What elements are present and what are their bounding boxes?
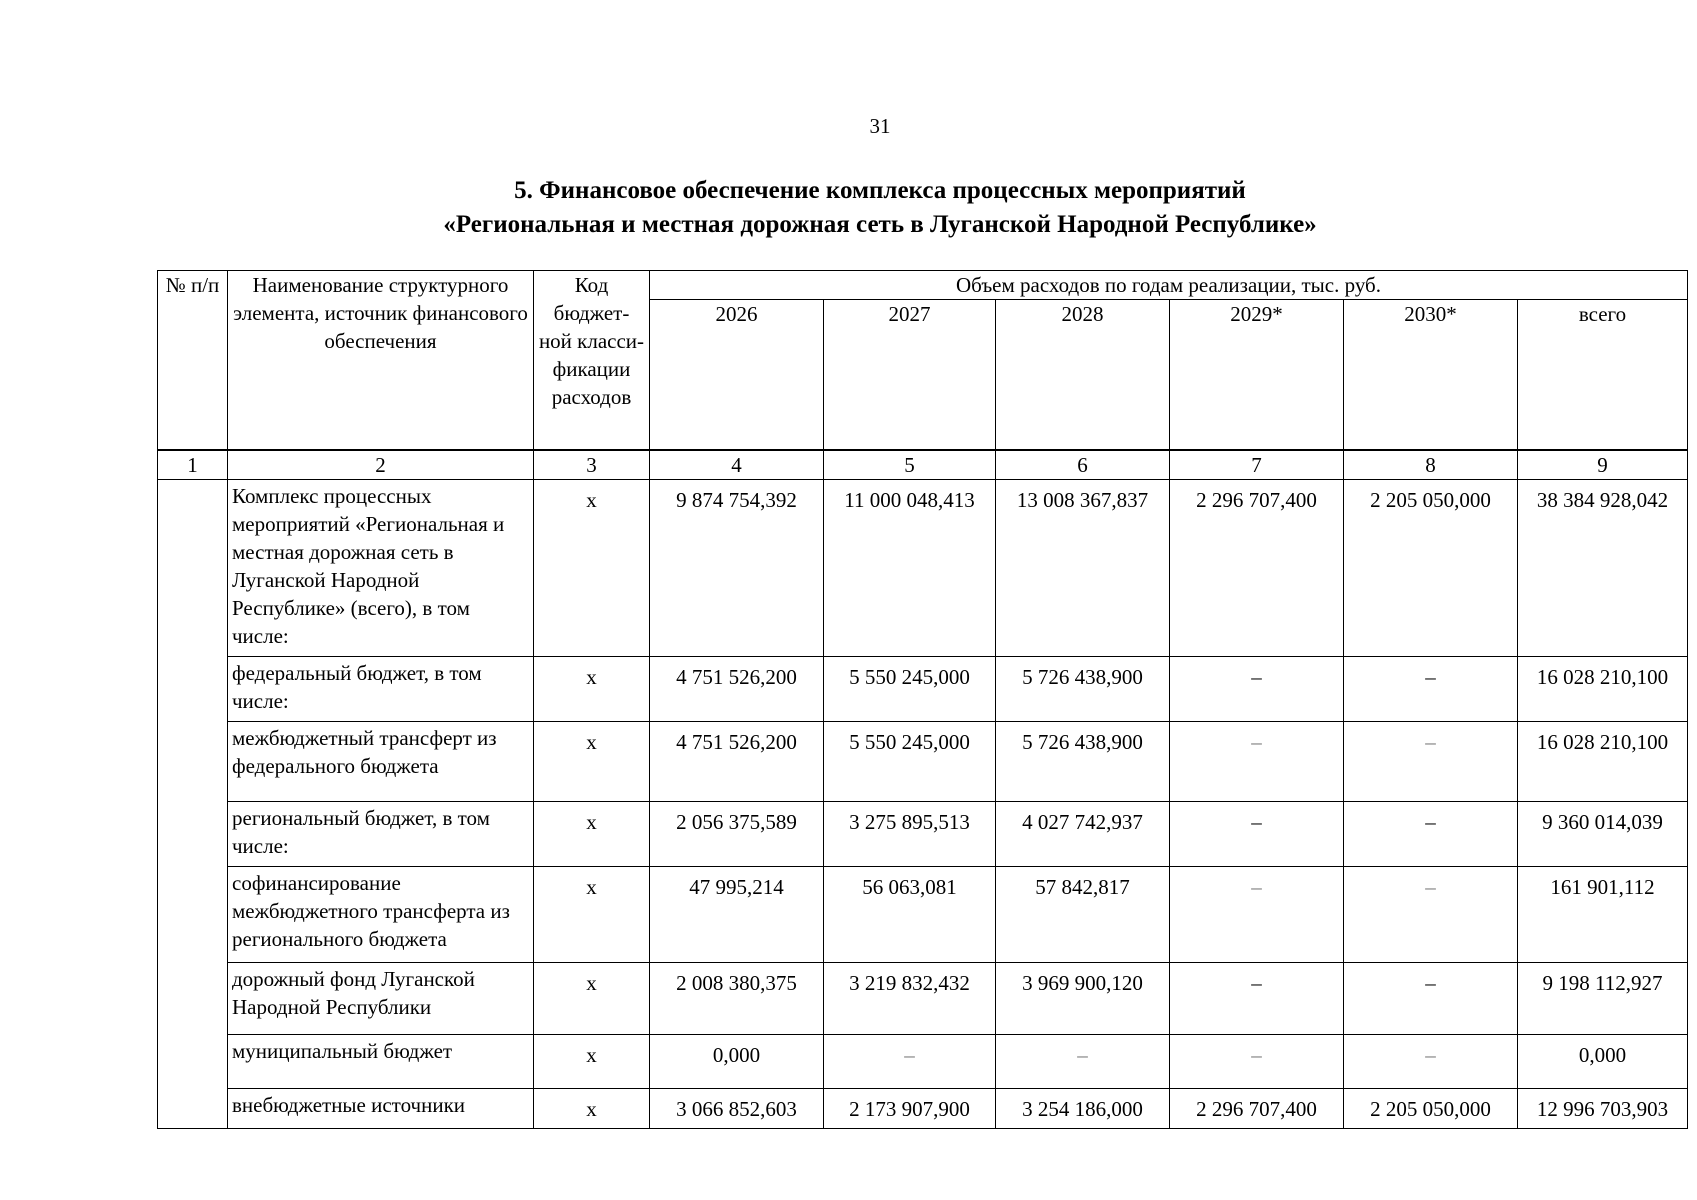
header-year-2027: 2027 — [824, 300, 996, 450]
row-code: х — [534, 479, 650, 656]
section-title — [0, 174, 1697, 242]
value-2028: 4 027 742,937 — [996, 801, 1170, 866]
row-code: х — [534, 866, 650, 962]
table-row — [158, 656, 1688, 721]
value-2029: – — [1170, 721, 1344, 801]
value-2027: 3 219 832,432 — [824, 962, 996, 1034]
value-2027: 2 173 907,900 — [824, 1088, 996, 1128]
header-total: всего — [1518, 300, 1688, 450]
row-code: х — [534, 1034, 650, 1088]
page-number: 31 — [869, 114, 891, 138]
header-row-1 — [158, 271, 1688, 300]
row-name: дорожный фонд Луганской Народной Республики — [228, 962, 534, 1034]
row-number-cell — [158, 479, 228, 1128]
column-index: 7 — [1170, 450, 1344, 480]
header-year-2026: 2026 — [650, 300, 824, 450]
column-index-row — [158, 450, 1688, 480]
value-2029: – — [1170, 962, 1344, 1034]
value-2028: 57 842,817 — [996, 866, 1170, 962]
value-2026: 2 008 380,375 — [650, 962, 824, 1034]
value-total: 12 996 703,903 — [1518, 1088, 1688, 1128]
value-2028: – — [996, 1034, 1170, 1088]
value-2029: – — [1170, 1034, 1344, 1088]
header-name: Наименование структурного элемента, источник финансового обеспечения — [228, 271, 534, 450]
value-2027: 3 275 895,513 — [824, 801, 996, 866]
header-code: Код бюджет- ной класси- фикации расходов — [534, 271, 650, 450]
value-2030: 2 205 050,000 — [1344, 1088, 1518, 1128]
row-name: региональный бюджет, в том числе: — [228, 801, 534, 866]
column-index: 3 — [534, 450, 650, 480]
value-2028: 5 726 438,900 — [996, 656, 1170, 721]
section-title-line-2: «Региональная и местная дорожная сеть в Луганской Народной Республике» — [443, 211, 1317, 238]
value-total: 16 028 210,100 — [1518, 721, 1688, 801]
header-num: № п/п — [158, 271, 228, 450]
financing-table — [157, 270, 1688, 1129]
value-2028: 3 254 186,000 — [996, 1088, 1170, 1128]
value-2026: 47 995,214 — [650, 866, 824, 962]
value-2027: 5 550 245,000 — [824, 721, 996, 801]
value-2029: – — [1170, 866, 1344, 962]
table-row — [158, 721, 1688, 801]
value-2028: 3 969 900,120 — [996, 962, 1170, 1034]
section-title-line-1: 5. Финансовое обеспечение комплекса процессных мероприятий — [514, 177, 1246, 204]
value-total: 161 901,112 — [1518, 866, 1688, 962]
column-index: 8 — [1344, 450, 1518, 480]
value-2030: – — [1344, 1034, 1518, 1088]
column-index: 5 — [824, 450, 996, 480]
column-index: 4 — [650, 450, 824, 480]
value-2026: 4 751 526,200 — [650, 721, 824, 801]
value-2030: – — [1344, 801, 1518, 866]
value-2030: – — [1344, 962, 1518, 1034]
value-2029: 2 296 707,400 — [1170, 479, 1344, 656]
value-2029: 2 296 707,400 — [1170, 1088, 1344, 1128]
value-2027: 5 550 245,000 — [824, 656, 996, 721]
row-code: х — [534, 801, 650, 866]
column-index: 6 — [996, 450, 1170, 480]
value-2026: 0,000 — [650, 1034, 824, 1088]
value-2029: – — [1170, 801, 1344, 866]
value-2030: – — [1344, 721, 1518, 801]
row-name: межбюджетный трансферт из федерального бюджета — [228, 721, 534, 801]
value-2027: 11 000 048,413 — [824, 479, 996, 656]
row-code: х — [534, 721, 650, 801]
value-2029: – — [1170, 656, 1344, 721]
row-code: х — [534, 962, 650, 1034]
value-total: 0,000 — [1518, 1034, 1688, 1088]
row-name: муниципальный бюджет — [228, 1034, 534, 1088]
value-2027: 56 063,081 — [824, 866, 996, 962]
table-row — [158, 1088, 1688, 1128]
value-2030: – — [1344, 866, 1518, 962]
header-year-2028: 2028 — [996, 300, 1170, 450]
column-index: 1 — [158, 450, 228, 480]
value-total: 9 198 112,927 — [1518, 962, 1688, 1034]
value-2030: 2 205 050,000 — [1344, 479, 1518, 656]
row-code: х — [534, 656, 650, 721]
table-row — [158, 801, 1688, 866]
value-total: 9 360 014,039 — [1518, 801, 1688, 866]
table-row — [158, 962, 1688, 1034]
column-index: 9 — [1518, 450, 1688, 480]
row-name: внебюджетные источники — [228, 1088, 534, 1128]
header-year-2030: 2030* — [1344, 300, 1518, 450]
value-2026: 4 751 526,200 — [650, 656, 824, 721]
table-row — [158, 866, 1688, 962]
value-2026: 9 874 754,392 — [650, 479, 824, 656]
header-volume: Объем расходов по годам реализации, тыс. руб. — [650, 271, 1688, 300]
value-2030: – — [1344, 656, 1518, 721]
value-2026: 2 056 375,589 — [650, 801, 824, 866]
row-name: софинансирование межбюджетного трансферта из регионального бюджета — [228, 866, 534, 962]
value-2027: – — [824, 1034, 996, 1088]
column-index: 2 — [228, 450, 534, 480]
header-year-2029: 2029* — [1170, 300, 1344, 450]
value-total: 16 028 210,100 — [1518, 656, 1688, 721]
value-2026: 3 066 852,603 — [650, 1088, 824, 1128]
value-2028: 13 008 367,837 — [996, 479, 1170, 656]
table-row — [158, 1034, 1688, 1088]
row-name: федеральный бюджет, в том числе: — [228, 656, 534, 721]
value-2028: 5 726 438,900 — [996, 721, 1170, 801]
table-row — [158, 479, 1688, 656]
row-code: х — [534, 1088, 650, 1128]
value-total: 38 384 928,042 — [1518, 479, 1688, 656]
row-name: Комплекс процессных мероприятий «Региональная и местная дорожная сеть в Луганской Народной Республике» (всего), в том числе: — [228, 479, 534, 656]
